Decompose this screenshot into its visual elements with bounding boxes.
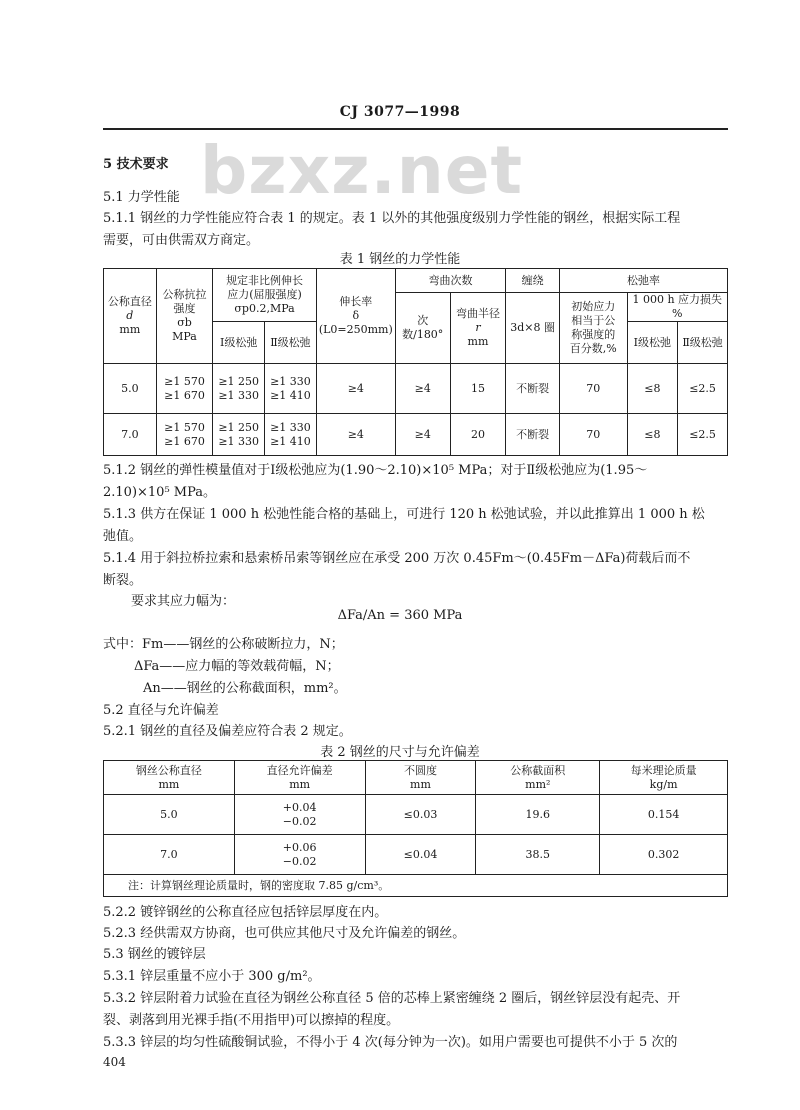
th-diameter-tolerance: 直径允许偏差 mm [234, 761, 365, 795]
th-section-area: 公称截面积 mm² [476, 761, 600, 795]
heading-5-3: 5.3 钢丝的镀锌层 [103, 947, 206, 962]
th-yield-class2: Ⅱ级松弛 [265, 322, 317, 364]
th-strength: 公称抗拉 强度 σb MPa [156, 269, 213, 364]
stress-amplitude-formula: ΔFa/An = 360 MPa [337, 608, 463, 623]
para-5-1-2: 5.1.2 钢丝的弹性模量值对于Ⅰ级松弛应为(1.90～2.10)×10⁵ MPa；对于Ⅱ级松弛应为(1.95～ [103, 463, 648, 478]
formula-where-2: ΔFa——应力幅的等效载荷幅，N； [134, 659, 340, 674]
table-mechanical-properties [103, 268, 728, 456]
para-5-1-1: 5.1.1 钢丝的力学性能应符合表 1 的规定。表 1 以外的其他强度级别力学性能的钢丝，根据实际工程 [103, 211, 681, 226]
table-row: 7.0 +0.06 −0.02 ≤0.04 38.5 0.302 [104, 835, 728, 875]
para-5-2-3: 5.2.3 经供需双方协商，也可供应其他尺寸及允许偏差的钢丝。 [103, 926, 466, 941]
table2-note: 注：计算钢丝理论质量时，钢的密度取 7.85 g/cm³。 [104, 875, 728, 897]
para-5-1-3-cont: 弛值。 [103, 529, 143, 544]
table-row: 5.0 ≥1 570 ≥1 670 ≥1 250 ≥1 330 ≥1 330 ≥1 410 ≥4 ≥4 15 不断裂 70 ≤8 ≤2.5 [104, 364, 728, 414]
th-bend-radius: 弯曲半径 r mm [450, 293, 506, 364]
para-5-3-2: 5.3.2 锌层附着力试验在直径为钢丝公称直径 5 倍的芯棒上紧密缠绕 2 圈后，钢丝锌层没有起壳、开 [103, 991, 681, 1006]
para-5-1-4-req: 要求其应力幅为： [131, 594, 236, 609]
para-5-1-1-cont: 需要，可由供需双方商定。 [103, 233, 260, 248]
table-row: 7.0 ≥1 570 ≥1 670 ≥1 250 ≥1 330 ≥1 330 ≥1 410 ≥4 ≥4 20 不断裂 70 ≤8 ≤2.5 [104, 414, 728, 456]
th-wind-sub: 3d×8 圈 [506, 293, 560, 364]
watermark: bzxz.net [200, 132, 524, 209]
th-loss-class2: Ⅱ级松弛 [678, 322, 728, 364]
heading-5-1: 5.1 力学性能 [103, 190, 180, 205]
th-initial-stress: 初始应力 相当于公 称强度的 百分数,% [560, 293, 628, 364]
th-wind: 缠绕 [506, 269, 560, 293]
para-5-1-2-cont: 2.10)×10⁵ MPa。 [103, 485, 217, 500]
para-5-3-3: 5.3.3 锌层的均匀性硫酸铜试验，不得小于 4 次(每分钟为一次)。如用户需要也可提供不小于 5 次的 [103, 1035, 678, 1050]
th-relax: 松弛率 [560, 269, 728, 293]
formula-where-1: 式中：Fm——钢丝的公称破断拉力，N； [103, 637, 344, 652]
header-rule [103, 128, 728, 130]
para-5-2-1: 5.2.1 钢丝的直径及偏差应符合表 2 规定。 [103, 724, 352, 739]
para-5-1-4: 5.1.4 用于斜拉桥拉索和悬索桥吊索等钢丝应在承受 200 万次 0.45Fm～(0.45Fm－ΔFa)荷载后而不 [103, 551, 691, 566]
table-dimensions [103, 760, 728, 897]
para-5-2-2: 5.2.2 镀锌钢丝的公称直径应包括锌层厚度在内。 [103, 905, 388, 920]
standard-header: CJ 3077—1998 [339, 104, 461, 120]
formula-where-3: An——钢丝的公称截面积，mm²。 [143, 681, 347, 696]
table1-caption: 表 1 钢丝的力学性能 [339, 252, 461, 267]
th-diameter: 公称直径 d mm [104, 269, 157, 364]
th-stress-loss: 1 000 h 应力损失 % [627, 293, 727, 322]
th-out-of-roundness: 不圆度 mm [365, 761, 476, 795]
th-elongation: 伸长率 δ (L0=250mm) [316, 269, 395, 364]
para-5-3-2-cont: 裂、剥落到用光裸手指(不用指甲)可以擦掉的程度。 [103, 1013, 400, 1028]
table-row: 5.0 +0.04 −0.02 ≤0.03 19.6 0.154 [104, 795, 728, 835]
th-bend: 弯曲次数 [395, 269, 505, 293]
th-bend-count: 次数/180° [395, 293, 450, 364]
page-number: 404 [103, 1055, 126, 1069]
th-loss-class1: Ⅰ级松弛 [627, 322, 678, 364]
para-5-3-1: 5.3.1 锌层重量不应小于 300 g/m²。 [103, 969, 321, 984]
th-nominal-diameter: 钢丝公称直径 mm [104, 761, 235, 795]
section-heading: 5 技术要求 [103, 157, 169, 172]
th-yield-class1: Ⅰ级松弛 [213, 322, 265, 364]
heading-5-2: 5.2 直径与允许偏差 [103, 703, 219, 718]
para-5-1-4-cont: 断裂。 [103, 573, 143, 588]
para-5-1-3: 5.1.3 供方在保证 1 000 h 松弛性能合格的基础上，可进行 120 h 松弛试验，并以此推算出 1 000 h 松 [103, 507, 705, 522]
th-mass-per-meter: 每米理论质量 kg/m [600, 761, 728, 795]
th-yield: 规定非比例伸长 应力(屈服强度) σp0.2,MPa [213, 269, 317, 322]
table2-caption: 表 2 钢丝的尺寸与允许偏差 [320, 745, 480, 760]
